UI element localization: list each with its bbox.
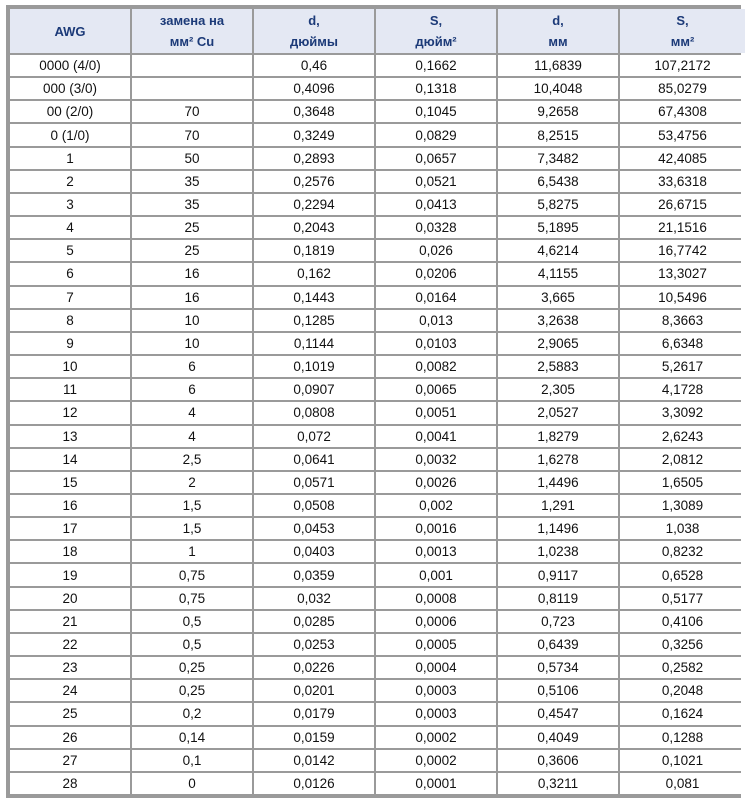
cell-diameter-mm: 0,5734 xyxy=(498,657,618,678)
cell-replacement-mm2: 2,5 xyxy=(132,449,252,470)
cell-diameter-in: 0,0571 xyxy=(254,472,374,493)
cell-replacement-mm2: 1 xyxy=(132,541,252,562)
cell-diameter-in: 0,3249 xyxy=(254,124,374,145)
table-row xyxy=(10,356,745,377)
cell-area-mm2: 33,6318 xyxy=(620,171,745,192)
cell-diameter-in: 0,46 xyxy=(254,55,374,76)
table-row xyxy=(10,333,745,354)
cell-area-in2: 0,1662 xyxy=(376,55,496,76)
cell-diameter-mm: 11,6839 xyxy=(498,55,618,76)
cell-diameter-mm: 3,665 xyxy=(498,287,618,308)
cell-diameter-mm: 3,2638 xyxy=(498,310,618,331)
cell-diameter-mm: 7,3482 xyxy=(498,148,618,169)
awg-conversion-table xyxy=(8,7,747,796)
cell-diameter-in: 0,0403 xyxy=(254,541,374,562)
cell-area-mm2: 6,6348 xyxy=(620,333,745,354)
cell-area-in2: 0,026 xyxy=(376,240,496,261)
table-row xyxy=(10,124,745,145)
cell-diameter-in: 0,3648 xyxy=(254,101,374,122)
cell-awg: 10 xyxy=(10,356,130,377)
table-row xyxy=(10,171,745,192)
cell-diameter-mm: 1,1496 xyxy=(498,518,618,539)
cell-area-mm2: 42,4085 xyxy=(620,148,745,169)
cell-area-mm2: 10,5496 xyxy=(620,287,745,308)
cell-area-in2: 0,0413 xyxy=(376,194,496,215)
cell-area-in2: 0,0051 xyxy=(376,402,496,423)
cell-area-in2: 0,1045 xyxy=(376,101,496,122)
cell-diameter-in: 0,162 xyxy=(254,263,374,284)
cell-replacement-mm2: 0,14 xyxy=(132,727,252,748)
cell-awg: 28 xyxy=(10,773,130,794)
cell-replacement-mm2 xyxy=(132,55,252,76)
header-label-line1: замена на xyxy=(159,13,225,28)
cell-diameter-in: 0,2893 xyxy=(254,148,374,169)
cell-diameter-mm: 5,8275 xyxy=(498,194,618,215)
cell-diameter-in: 0,0159 xyxy=(254,727,374,748)
cell-awg: 11 xyxy=(10,379,130,400)
cell-diameter-in: 0,0907 xyxy=(254,379,374,400)
cell-diameter-in: 0,2043 xyxy=(254,217,374,238)
cell-diameter-mm: 0,723 xyxy=(498,611,618,632)
header-diameter-mm xyxy=(498,9,618,53)
cell-diameter-in: 0,0253 xyxy=(254,634,374,655)
cell-area-mm2: 4,1728 xyxy=(620,379,745,400)
cell-diameter-mm: 6,5438 xyxy=(498,171,618,192)
table-row xyxy=(10,680,745,701)
cell-diameter-in: 0,0285 xyxy=(254,611,374,632)
cell-area-mm2: 0,3256 xyxy=(620,634,745,655)
header-label-line1: AWG xyxy=(54,23,86,39)
cell-diameter-mm: 1,291 xyxy=(498,495,618,516)
header-area-mm2 xyxy=(620,9,745,53)
cell-replacement-mm2: 0,2 xyxy=(132,703,252,724)
header-label-line2: мм xyxy=(548,34,568,49)
table-row xyxy=(10,588,745,609)
cell-area-mm2: 2,0812 xyxy=(620,449,745,470)
table-row xyxy=(10,564,745,585)
cell-area-in2: 0,0026 xyxy=(376,472,496,493)
cell-area-in2: 0,0082 xyxy=(376,356,496,377)
table-body xyxy=(10,55,745,794)
cell-area-mm2: 3,3092 xyxy=(620,402,745,423)
cell-area-mm2: 0,6528 xyxy=(620,564,745,585)
cell-diameter-mm: 1,4496 xyxy=(498,472,618,493)
header-label-line1: d, xyxy=(552,13,564,28)
cell-awg: 26 xyxy=(10,727,130,748)
cell-area-mm2: 0,081 xyxy=(620,773,745,794)
cell-diameter-mm: 2,0527 xyxy=(498,402,618,423)
cell-area-in2: 0,0041 xyxy=(376,426,496,447)
cell-area-in2: 0,002 xyxy=(376,495,496,516)
cell-area-mm2: 0,2048 xyxy=(620,680,745,701)
cell-replacement-mm2: 50 xyxy=(132,148,252,169)
cell-awg: 24 xyxy=(10,680,130,701)
cell-diameter-in: 0,0179 xyxy=(254,703,374,724)
cell-diameter-mm: 0,3211 xyxy=(498,773,618,794)
cell-area-mm2: 85,0279 xyxy=(620,78,745,99)
cell-diameter-mm: 2,305 xyxy=(498,379,618,400)
cell-diameter-in: 0,2294 xyxy=(254,194,374,215)
cell-diameter-mm: 2,5883 xyxy=(498,356,618,377)
table-row xyxy=(10,379,745,400)
table-row xyxy=(10,148,745,169)
cell-diameter-mm: 8,2515 xyxy=(498,124,618,145)
table-header xyxy=(10,9,745,53)
table-row xyxy=(10,287,745,308)
table-row xyxy=(10,750,745,771)
cell-diameter-in: 0,0508 xyxy=(254,495,374,516)
cell-diameter-mm: 0,4049 xyxy=(498,727,618,748)
cell-replacement-mm2: 0,25 xyxy=(132,680,252,701)
cell-area-mm2: 0,1021 xyxy=(620,750,745,771)
cell-replacement-mm2: 4 xyxy=(132,402,252,423)
cell-diameter-in: 0,072 xyxy=(254,426,374,447)
cell-area-mm2: 67,4308 xyxy=(620,101,745,122)
cell-awg: 14 xyxy=(10,449,130,470)
cell-awg: 19 xyxy=(10,564,130,585)
table-row xyxy=(10,495,745,516)
cell-area-in2: 0,0003 xyxy=(376,680,496,701)
cell-awg: 4 xyxy=(10,217,130,238)
cell-awg: 5 xyxy=(10,240,130,261)
table-row xyxy=(10,518,745,539)
cell-awg: 000 (3/0) xyxy=(10,78,130,99)
cell-awg: 18 xyxy=(10,541,130,562)
header-row xyxy=(10,9,745,53)
cell-awg: 12 xyxy=(10,402,130,423)
table-row xyxy=(10,703,745,724)
cell-awg: 2 xyxy=(10,171,130,192)
cell-diameter-in: 0,2576 xyxy=(254,171,374,192)
cell-diameter-mm: 5,1895 xyxy=(498,217,618,238)
cell-awg: 16 xyxy=(10,495,130,516)
cell-diameter-in: 0,1144 xyxy=(254,333,374,354)
cell-area-mm2: 0,5177 xyxy=(620,588,745,609)
cell-awg: 13 xyxy=(10,426,130,447)
cell-replacement-mm2: 0,25 xyxy=(132,657,252,678)
cell-area-in2: 0,0002 xyxy=(376,750,496,771)
cell-awg: 20 xyxy=(10,588,130,609)
cell-area-mm2: 21,1516 xyxy=(620,217,745,238)
cell-area-in2: 0,0016 xyxy=(376,518,496,539)
cell-replacement-mm2: 1,5 xyxy=(132,518,252,539)
cell-area-in2: 0,0013 xyxy=(376,541,496,562)
cell-area-mm2: 26,6715 xyxy=(620,194,745,215)
cell-awg: 3 xyxy=(10,194,130,215)
cell-replacement-mm2: 6 xyxy=(132,379,252,400)
header-label-line1: S, xyxy=(429,13,443,28)
cell-diameter-in: 0,1443 xyxy=(254,287,374,308)
table-row xyxy=(10,55,745,76)
cell-diameter-in: 0,032 xyxy=(254,588,374,609)
cell-area-mm2: 1,3089 xyxy=(620,495,745,516)
cell-awg: 00 (2/0) xyxy=(10,101,130,122)
cell-awg: 1 xyxy=(10,148,130,169)
cell-diameter-in: 0,1019 xyxy=(254,356,374,377)
cell-replacement-mm2: 0,75 xyxy=(132,588,252,609)
cell-diameter-mm: 0,6439 xyxy=(498,634,618,655)
cell-area-in2: 0,0657 xyxy=(376,148,496,169)
cell-awg: 6 xyxy=(10,263,130,284)
cell-diameter-mm: 9,2658 xyxy=(498,101,618,122)
cell-awg: 15 xyxy=(10,472,130,493)
table-row xyxy=(10,263,745,284)
header-label-line2: мм² Cu xyxy=(169,34,215,49)
cell-replacement-mm2: 2 xyxy=(132,472,252,493)
cell-diameter-mm: 0,5106 xyxy=(498,680,618,701)
cell-diameter-mm: 4,1155 xyxy=(498,263,618,284)
cell-awg: 27 xyxy=(10,750,130,771)
cell-diameter-mm: 2,9065 xyxy=(498,333,618,354)
table-row xyxy=(10,634,745,655)
cell-area-mm2: 0,2582 xyxy=(620,657,745,678)
cell-awg: 21 xyxy=(10,611,130,632)
cell-replacement-mm2: 35 xyxy=(132,194,252,215)
table-row xyxy=(10,194,745,215)
cell-area-mm2: 8,3663 xyxy=(620,310,745,331)
cell-area-mm2: 1,6505 xyxy=(620,472,745,493)
cell-diameter-in: 0,1819 xyxy=(254,240,374,261)
cell-diameter-mm: 0,9117 xyxy=(498,564,618,585)
cell-replacement-mm2: 10 xyxy=(132,333,252,354)
table-row xyxy=(10,611,745,632)
cell-area-in2: 0,0521 xyxy=(376,171,496,192)
cell-diameter-in: 0,0641 xyxy=(254,449,374,470)
cell-replacement-mm2: 35 xyxy=(132,171,252,192)
cell-awg: 22 xyxy=(10,634,130,655)
header-area-sq-inches xyxy=(376,9,496,53)
cell-area-in2: 0,001 xyxy=(376,564,496,585)
cell-diameter-mm: 0,8119 xyxy=(498,588,618,609)
cell-replacement-mm2: 25 xyxy=(132,240,252,261)
cell-area-in2: 0,0103 xyxy=(376,333,496,354)
cell-area-mm2: 0,8232 xyxy=(620,541,745,562)
header-label-line1: d, xyxy=(308,13,320,28)
table-row xyxy=(10,541,745,562)
table-row xyxy=(10,727,745,748)
cell-replacement-mm2: 70 xyxy=(132,101,252,122)
cell-replacement-mm2: 1,5 xyxy=(132,495,252,516)
table-row xyxy=(10,101,745,122)
cell-replacement-mm2: 6 xyxy=(132,356,252,377)
cell-replacement-mm2: 0 xyxy=(132,773,252,794)
header-label-line1: S, xyxy=(676,13,689,28)
cell-area-in2: 0,0206 xyxy=(376,263,496,284)
cell-awg: 0 (1/0) xyxy=(10,124,130,145)
cell-replacement-mm2: 25 xyxy=(132,217,252,238)
table-row xyxy=(10,217,745,238)
cell-area-in2: 0,013 xyxy=(376,310,496,331)
cell-area-in2: 0,0005 xyxy=(376,634,496,655)
cell-area-mm2: 0,1624 xyxy=(620,703,745,724)
cell-diameter-in: 0,0126 xyxy=(254,773,374,794)
cell-area-in2: 0,0008 xyxy=(376,588,496,609)
cell-awg: 25 xyxy=(10,703,130,724)
cell-area-in2: 0,1318 xyxy=(376,78,496,99)
cell-diameter-in: 0,0226 xyxy=(254,657,374,678)
table-row xyxy=(10,657,745,678)
cell-diameter-in: 0,1285 xyxy=(254,310,374,331)
cell-area-mm2: 0,4106 xyxy=(620,611,745,632)
cell-area-mm2: 13,3027 xyxy=(620,263,745,284)
cell-replacement-mm2: 4 xyxy=(132,426,252,447)
cell-area-mm2: 2,6243 xyxy=(620,426,745,447)
cell-diameter-mm: 10,4048 xyxy=(498,78,618,99)
table-row xyxy=(10,310,745,331)
table-row xyxy=(10,402,745,423)
table-row xyxy=(10,78,745,99)
cell-area-in2: 0,0006 xyxy=(376,611,496,632)
cell-diameter-mm: 1,6278 xyxy=(498,449,618,470)
cell-replacement-mm2: 0,5 xyxy=(132,611,252,632)
cell-diameter-mm: 1,0238 xyxy=(498,541,618,562)
cell-area-in2: 0,0001 xyxy=(376,773,496,794)
cell-diameter-in: 0,0453 xyxy=(254,518,374,539)
cell-diameter-in: 0,0201 xyxy=(254,680,374,701)
cell-awg: 8 xyxy=(10,310,130,331)
cell-replacement-mm2: 0,1 xyxy=(132,750,252,771)
cell-area-in2: 0,0032 xyxy=(376,449,496,470)
awg-table-frame xyxy=(6,5,741,798)
cell-area-in2: 0,0065 xyxy=(376,379,496,400)
cell-replacement-mm2 xyxy=(132,78,252,99)
header-diameter-inches xyxy=(254,9,374,53)
cell-area-in2: 0,0328 xyxy=(376,217,496,238)
cell-diameter-in: 0,0142 xyxy=(254,750,374,771)
cell-replacement-mm2: 10 xyxy=(132,310,252,331)
cell-awg: 23 xyxy=(10,657,130,678)
cell-area-in2: 0,0003 xyxy=(376,703,496,724)
cell-diameter-mm: 0,4547 xyxy=(498,703,618,724)
cell-replacement-mm2: 16 xyxy=(132,287,252,308)
header-awg xyxy=(10,9,130,53)
header-label-line2: дюймы xyxy=(289,34,339,49)
cell-replacement-mm2: 16 xyxy=(132,263,252,284)
cell-area-mm2: 16,7742 xyxy=(620,240,745,261)
cell-replacement-mm2: 0,75 xyxy=(132,564,252,585)
cell-diameter-mm: 4,6214 xyxy=(498,240,618,261)
cell-diameter-mm: 0,3606 xyxy=(498,750,618,771)
table-row xyxy=(10,773,745,794)
cell-area-mm2: 53,4756 xyxy=(620,124,745,145)
table-row xyxy=(10,472,745,493)
cell-awg: 0000 (4/0) xyxy=(10,55,130,76)
cell-area-in2: 0,0004 xyxy=(376,657,496,678)
cell-diameter-in: 0,4096 xyxy=(254,78,374,99)
cell-area-in2: 0,0164 xyxy=(376,287,496,308)
cell-area-mm2: 0,1288 xyxy=(620,727,745,748)
table-row xyxy=(10,426,745,447)
cell-area-in2: 0,0002 xyxy=(376,727,496,748)
header-replacement-mm2-cu xyxy=(132,9,252,53)
cell-area-mm2: 5,2617 xyxy=(620,356,745,377)
cell-awg: 9 xyxy=(10,333,130,354)
table-row xyxy=(10,240,745,261)
cell-area-in2: 0,0829 xyxy=(376,124,496,145)
table-row xyxy=(10,449,745,470)
cell-awg: 7 xyxy=(10,287,130,308)
cell-replacement-mm2: 0,5 xyxy=(132,634,252,655)
cell-area-mm2: 107,2172 xyxy=(620,55,745,76)
cell-diameter-mm: 1,8279 xyxy=(498,426,618,447)
header-label-line2: дюйм² xyxy=(415,34,457,49)
cell-replacement-mm2: 70 xyxy=(132,124,252,145)
cell-diameter-in: 0,0808 xyxy=(254,402,374,423)
cell-awg: 17 xyxy=(10,518,130,539)
cell-diameter-in: 0,0359 xyxy=(254,564,374,585)
cell-area-mm2: 1,038 xyxy=(620,518,745,539)
header-label-line2: мм² xyxy=(670,34,695,49)
